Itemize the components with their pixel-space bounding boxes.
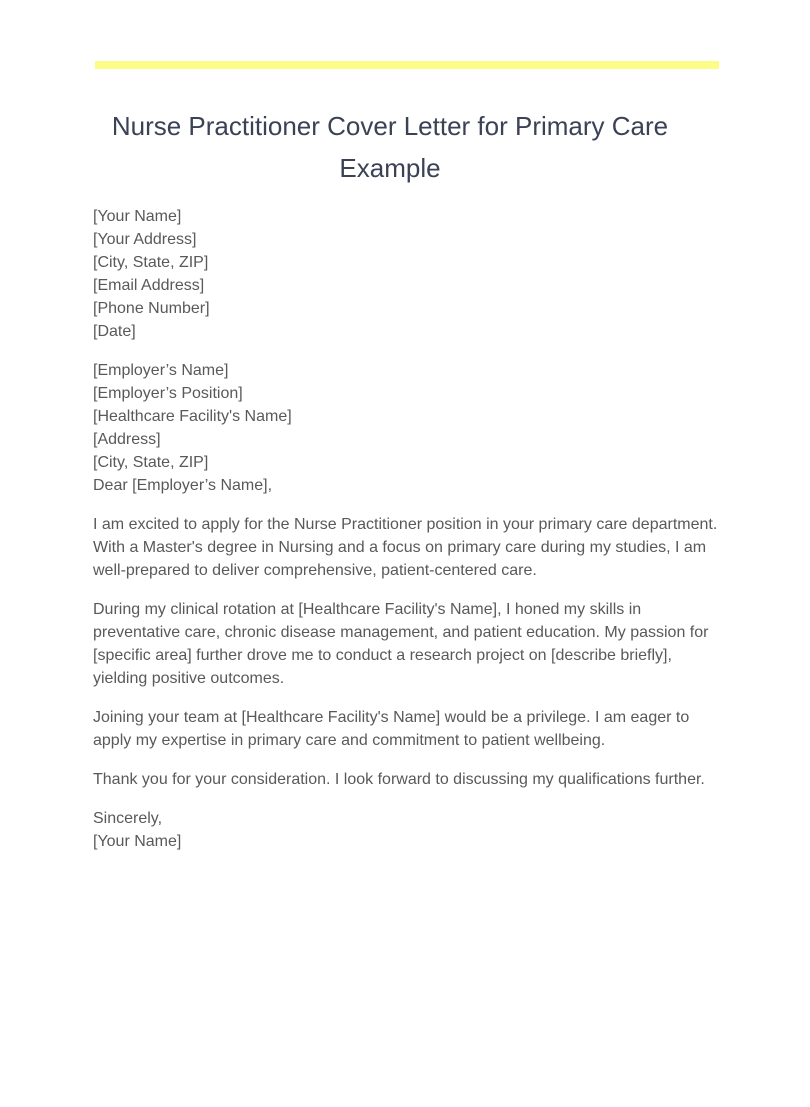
sender-phone-line: [Phone Number] — [93, 300, 210, 317]
sender-address-line: [Your Address] — [93, 231, 197, 248]
sender-city-state-zip-line: [City, State, ZIP] — [93, 254, 209, 271]
facility-name-line: [Healthcare Facility's Name] — [93, 408, 292, 425]
paragraph-intro: I am excited to apply for the Nurse Practitioner position in your primary care department. With a Master's degree in Nursing and a focus on primary care during my studies, I am well-prepared to deliver comprehensive, patient-centered care. — [93, 516, 718, 579]
employer-position-line: [Employer’s Position] — [93, 385, 243, 402]
sender-email-line: [Email Address] — [93, 277, 205, 294]
paragraph-experience: During my clinical rotation at [Healthcare Facility's Name], I honed my skills in preventative care, chronic disease management, and patient education. My passion for [specific area] further drove me to conduct a research project on [describe briefly], yielding positive outcomes. — [93, 601, 709, 687]
closing-block — [93, 807, 723, 853]
paragraph-motivation: Joining your team at [Healthcare Facility's Name] would be a privilege. I am eager to apply my expertise in primary care and commitment to patient wellbeing. — [93, 709, 690, 749]
sender-name-line: [Your Name] — [93, 208, 182, 225]
signature-line: [Your Name] — [93, 833, 182, 850]
date-line: [Date] — [93, 323, 136, 340]
recipient-block — [93, 359, 723, 497]
recipient-city-state-zip-line: [City, State, ZIP] — [93, 454, 209, 471]
employer-name-line: [Employer’s Name] — [93, 362, 229, 379]
accent-bar — [95, 61, 719, 69]
signoff-line: Sincerely, — [93, 810, 163, 827]
paragraph-thanks: Thank you for your consideration. I look forward to discussing my qualifications further. — [93, 771, 705, 788]
letter-body — [93, 205, 723, 853]
salutation-line: Dear [Employer’s Name], — [93, 477, 273, 494]
sender-block — [93, 205, 723, 343]
recipient-address-line: [Address] — [93, 431, 161, 448]
page-title: Nurse Practitioner Cover Letter for Primary Care Example — [111, 111, 669, 183]
